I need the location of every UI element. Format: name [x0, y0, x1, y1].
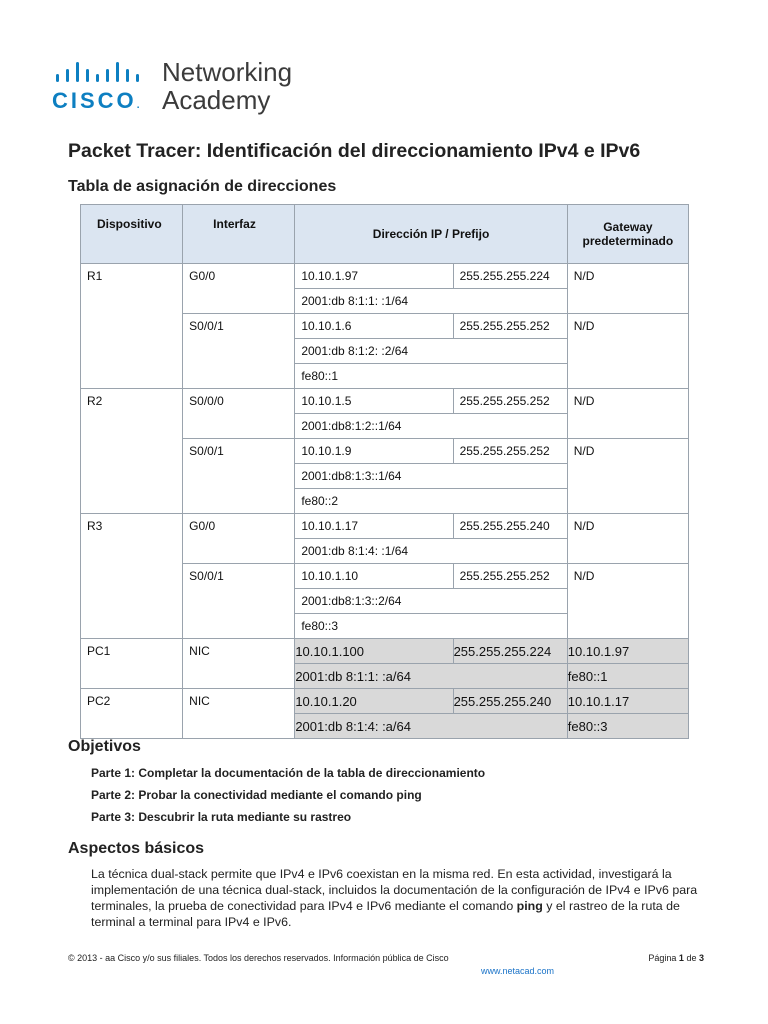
interface-cell: S0/0/1 [183, 314, 295, 389]
ipv4-cell: 10.10.1.5 [295, 389, 453, 414]
ipv6-cell: 2001:db 8:1:1: :1/64 [295, 289, 567, 314]
ipv6-cell: 2001:db 8:1:4: :1/64 [295, 539, 567, 564]
header-device: Dispositivo [81, 205, 183, 264]
cisco-wordmark: CISCO. [52, 88, 143, 113]
cisco-networking-academy-logo [52, 58, 312, 118]
background-paragraph [91, 866, 711, 930]
objective-item: Parte 1: Completar la documentación de la tabla de direccionamiento [91, 766, 486, 780]
mask-cell: 255.255.255.240 [453, 689, 567, 714]
gateway-cell: N/D [567, 389, 688, 439]
ipv4-cell: 10.10.1.17 [295, 514, 453, 539]
table-heading: Tabla de asignación de direcciones [68, 178, 337, 195]
mask-cell: 255.255.255.252 [453, 389, 567, 414]
header-interface: Interfaz [183, 205, 295, 264]
link-local-cell: fe80::2 [295, 489, 567, 514]
device-cell: R3 [81, 514, 183, 639]
cisco-bars-icon [54, 60, 146, 86]
mask-cell: 255.255.255.240 [453, 514, 567, 539]
page-number: Página 1 de 3 [648, 953, 704, 963]
ipv4-cell: 10.10.1.6 [295, 314, 453, 339]
ipv6-cell: 2001:db8:1:3::1/64 [295, 464, 567, 489]
ipv6-cell: 2001:db 8:1:2: :2/64 [295, 339, 567, 364]
device-cell: R1 [81, 264, 183, 389]
interface-cell: S0/0/1 [183, 564, 295, 639]
paragraph-text: y el rastreo de la ruta de terminal a terminal para IPv4 e IPv6. [91, 899, 680, 929]
table-row [81, 264, 689, 289]
gateway6-cell: fe80::1 [567, 664, 688, 689]
gateway6-cell: fe80::3 [567, 714, 688, 739]
table-row [81, 514, 689, 539]
header-gateway: Gateway predeterminado [567, 205, 688, 264]
interface-cell: NIC [183, 689, 295, 739]
device-cell: R2 [81, 389, 183, 514]
mask-cell: 255.255.255.224 [453, 264, 567, 289]
netacad-link[interactable]: www.netacad.com [481, 966, 555, 976]
ipv6-cell: 2001:db 8:1:1: :a/64 [295, 664, 567, 689]
addressing-table [80, 204, 689, 739]
page-title: Packet Tracer: Identificación del direccionamiento IPv4 e IPv6 [68, 140, 641, 162]
gateway-cell: N/D [567, 564, 688, 639]
interface-cell: NIC [183, 639, 295, 689]
header-ip-prefix: Dirección IP / Prefijo [295, 205, 567, 264]
gateway-cell: N/D [567, 314, 688, 389]
copyright-text: © 2013 - aa Cisco y/o sus filiales. Todos los derechos reservados. Información pública de Cisco [68, 953, 449, 963]
networking-label: Networking [162, 57, 293, 87]
objectives-heading: Objetivos [68, 738, 141, 755]
mask-cell: 255.255.255.252 [453, 439, 567, 464]
background-heading: Aspectos básicos [68, 840, 205, 857]
ipv6-cell: 2001:db8:1:2::1/64 [295, 414, 567, 439]
gateway-cell: N/D [567, 514, 688, 564]
mask-cell: 255.255.255.252 [453, 314, 567, 339]
page-footer [68, 953, 704, 976]
table-row [81, 689, 689, 714]
objective-item: Parte 3: Descubrir la ruta mediante su rastreo [91, 810, 352, 824]
ipv4-cell: 10.10.1.20 [295, 689, 453, 714]
ipv4-cell: 10.10.1.100 [295, 639, 453, 664]
table-row [81, 639, 689, 664]
gateway-cell: 10.10.1.17 [567, 689, 688, 714]
paragraph-text: La técnica dual-stack permite que IPv4 e IPv6 coexistan en la misma red. En esta actividad, investigará la implementación de una técnica dual-stack, incluidos la documentación de la configuración de IPv4 e IPv6 para terminales, la prueba de conectividad para IPv4 e IPv6 mediante el comando [91, 867, 698, 913]
academy-label: Academy [162, 85, 271, 115]
ipv6-cell: 2001:db8:1:3::2/64 [295, 589, 567, 614]
gateway-cell: 10.10.1.97 [567, 639, 688, 664]
table-row [81, 389, 689, 414]
ping-keyword: ping [516, 899, 543, 913]
mask-cell: 255.255.255.224 [453, 639, 567, 664]
interface-cell: S0/0/0 [183, 389, 295, 439]
mask-cell: 255.255.255.252 [453, 564, 567, 589]
ipv4-cell: 10.10.1.9 [295, 439, 453, 464]
device-cell: PC1 [81, 639, 183, 689]
interface-cell: G0/0 [183, 264, 295, 314]
interface-cell: S0/0/1 [183, 439, 295, 514]
ipv4-cell: 10.10.1.10 [295, 564, 453, 589]
interface-cell: G0/0 [183, 514, 295, 564]
ipv4-cell: 10.10.1.97 [295, 264, 453, 289]
gateway-cell: N/D [567, 264, 688, 314]
objective-item: Parte 2: Probar la conectividad mediante el comando ping [91, 788, 422, 802]
device-cell: PC2 [81, 689, 183, 739]
link-local-cell: fe80::1 [295, 364, 567, 389]
link-local-cell: fe80::3 [295, 614, 567, 639]
gateway-cell: N/D [567, 439, 688, 514]
ipv6-cell: 2001:db 8:1:4: :a/64 [295, 714, 567, 739]
